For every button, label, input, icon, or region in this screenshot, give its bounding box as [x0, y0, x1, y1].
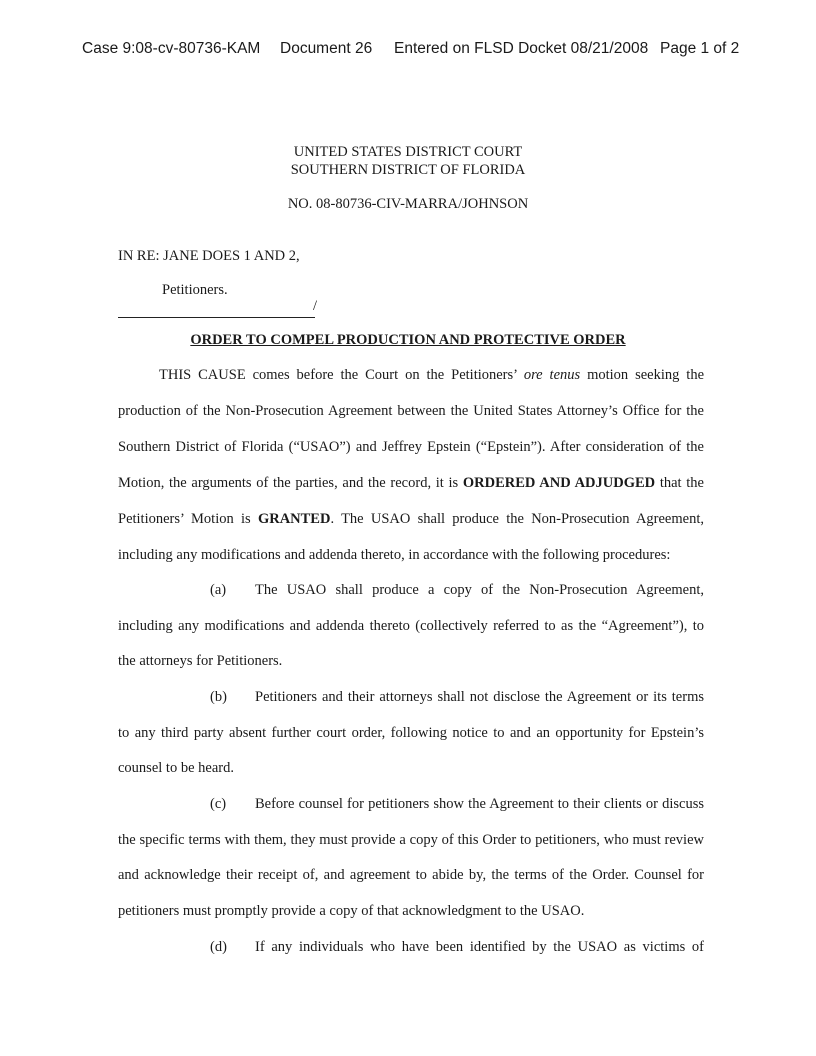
item-c-line-4: petitioners must promptly provide a copy of that acknowledgment to the USAO.	[118, 903, 585, 919]
granted-text: GRANTED	[257, 511, 331, 527]
court-district: SOUTHERN DISTRICT OF FLORIDA	[290, 162, 526, 178]
item-d-label: (d)	[210, 939, 227, 955]
item-a-line-1: (a) The USAO shall produce a copy of the Non-Prosecution Agreement,	[210, 582, 704, 598]
item-b-line-1: (b) Petitioners and their attorneys shall not disclose the Agreement or its terms	[210, 689, 704, 705]
item-a-line-2: including any modifications and addenda thereto (collectively referred to as the “Agreement”), to	[118, 618, 704, 634]
item-c-line-2: the specific terms with them, they must provide a copy of this Order to petitioners, who must review	[118, 832, 704, 848]
ore-tenus-text: ore tenus	[523, 367, 581, 383]
intro-line-4: Motion, the arguments of the parties, and the record, it is ORDERED AND ADJUDGED that the	[118, 475, 704, 491]
document-number: Document 26	[280, 40, 373, 57]
item-b-line-3: counsel to be heard.	[118, 760, 234, 776]
item-d-line-1: (d) If any individuals who have been identified by the USAO as victims of	[210, 939, 704, 955]
item-c-line-1: (c) Before counsel for petitioners show the Agreement to their clients or discuss	[210, 796, 704, 812]
page-indicator: Page 1 of 2	[660, 40, 740, 57]
case-number-stamp: Case 9:08-cv-80736-KAM	[82, 40, 261, 57]
item-b-label: (b)	[210, 689, 227, 705]
caption-rule	[118, 317, 315, 318]
item-b-line-2: to any third party absent further court order, following notice to and an opportunity for Epstein’s	[118, 725, 704, 741]
intro-line-5: Petitioners’ Motion is GRANTED. The USAO shall produce the Non-Prosecution Agreement,	[118, 511, 704, 527]
intro-line-2: production of the Non-Prosecution Agreement between the United States Attorney’s Office for the	[118, 403, 704, 419]
docket-entry-date: Entered on FLSD Docket 08/21/2008	[394, 40, 649, 57]
item-c-label: (c)	[210, 796, 227, 812]
item-c-line-3: and acknowledge their receipt of, and agreement to abide by, the terms of the Order. Counsel for	[118, 867, 704, 883]
court-name: UNITED STATES DISTRICT COURT	[293, 144, 523, 160]
intro-line-1: THIS CAUSE comes before the Court on the Petitioners’ ore tenus motion seeking the	[159, 367, 705, 383]
item-a-line-3: the attorneys for Petitioners.	[118, 653, 283, 669]
caption-party: Petitioners.	[162, 282, 228, 298]
case-number: NO. 08-80736-CIV-MARRA/JOHNSON	[287, 196, 529, 212]
ordered-adjudged-text: ORDERED AND ADJUDGED	[462, 475, 656, 491]
intro-line-6: including any modifications and addenda thereto, in accordance with the following procedures:	[118, 547, 671, 563]
intro-line-3: Southern District of Florida (“USAO”) and Jeffrey Epstein (“Epstein”). After consideration of the	[118, 439, 704, 455]
caption-in-re: IN RE: JANE DOES 1 AND 2,	[118, 248, 300, 264]
order-title: ORDER TO COMPEL PRODUCTION AND PROTECTIVE ORDER	[190, 332, 626, 348]
item-a-label: (a)	[210, 582, 227, 598]
caption-slash: /	[313, 298, 318, 314]
